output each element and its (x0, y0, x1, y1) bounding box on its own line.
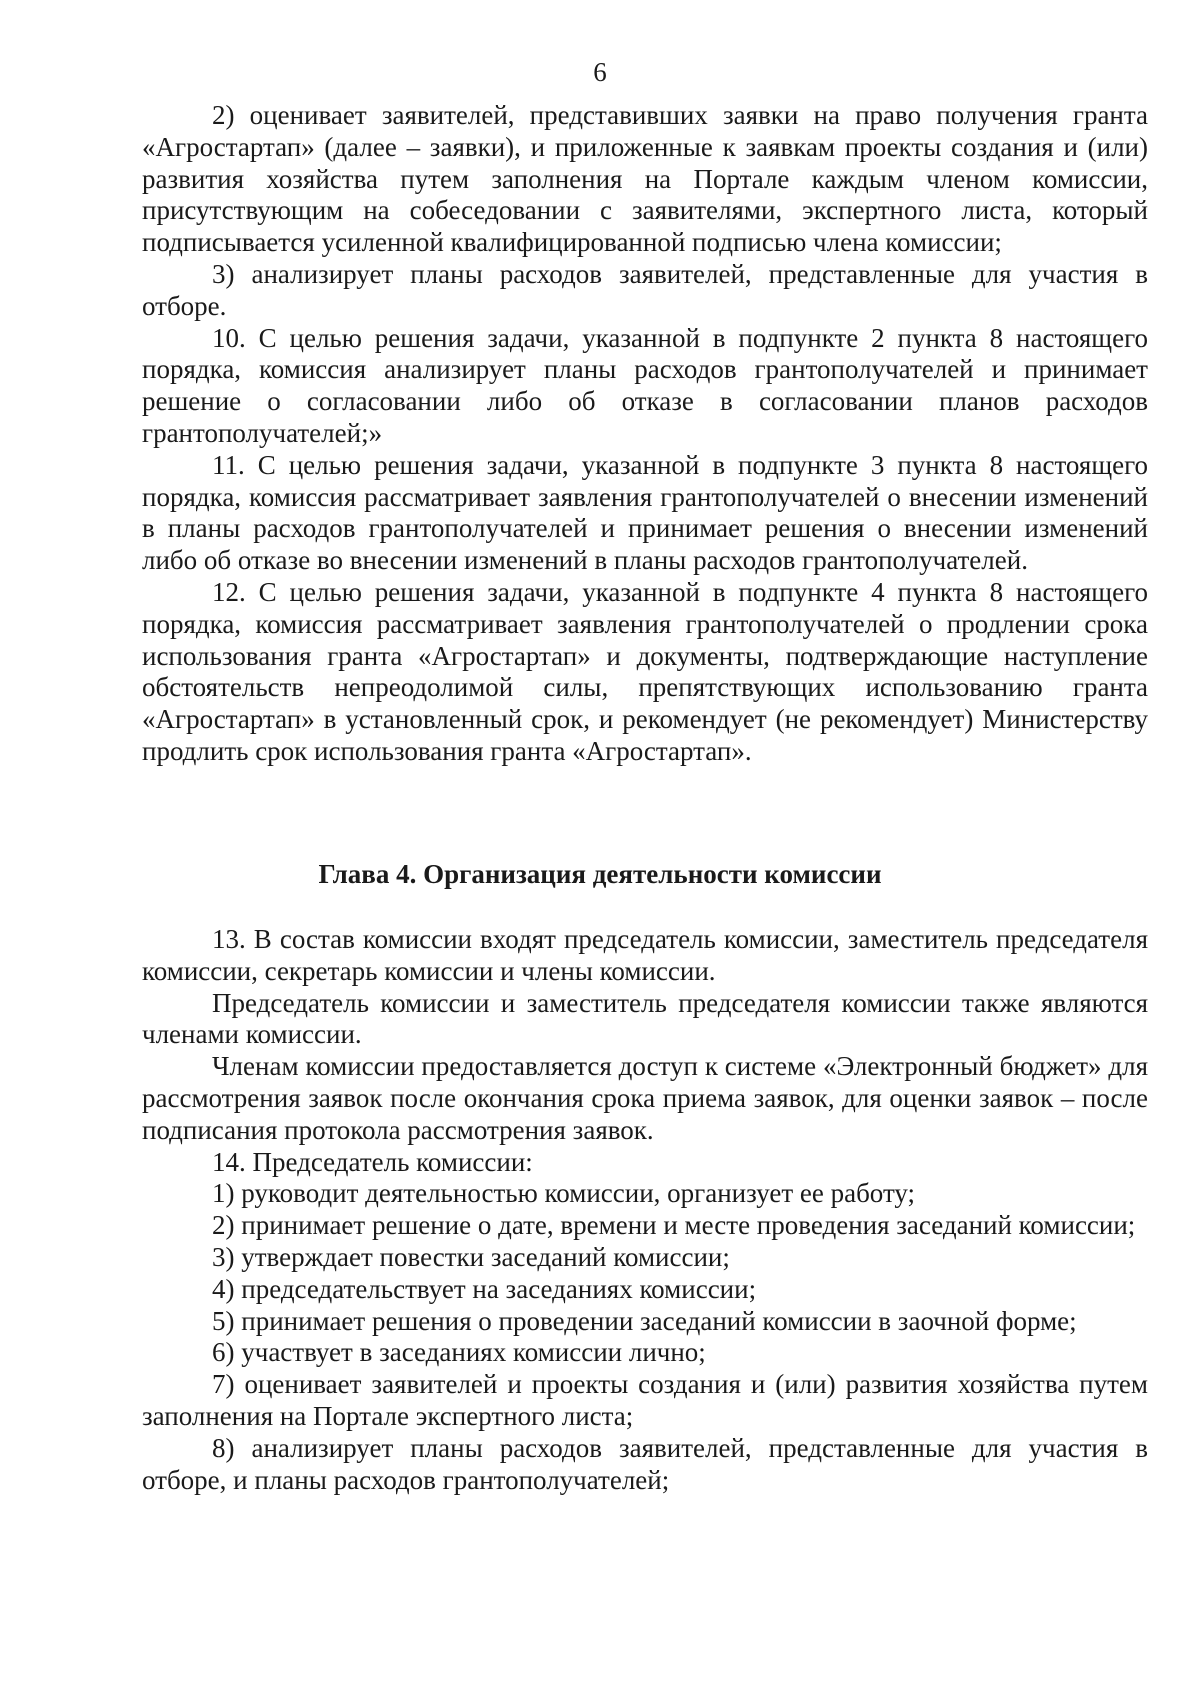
paragraph-clause-12: 12. С целью решения задачи, указанной в подпункте 4 пункта 8 настоящего порядка, комиссия рассматривает заявления грантополучателей о продлении срока использования гранта «Агростартап» и документы, подтверждающие наступление обстоятельств непреодолимой силы, препятствующих использованию гранта «Агростартап» в установленный срок, и рекомендует (не рекомендует) Министерству продлить срок использования гранта «Агростартап». (142, 576, 1148, 766)
paragraph-clause-14: 14. Председатель комиссии: (212, 1146, 533, 1177)
list-item-chair-duty-5: 5) принимает решения о проведении заседаний комиссии в заочной форме; (212, 1305, 1077, 1336)
paragraph-clause-10: 10. С целью решения задачи, указанной в подпункте 2 пункта 8 настоящего порядка, комиссия анализирует планы расходов грантополучателей и принимает решение о согласовании либо об отказе в согласовании планов расходов грантополучателей;» (142, 322, 1148, 448)
list-item-chair-duty-8: 8) анализирует планы расходов заявителей, представленные для участия в отборе, и планы расходов грантополучателей; (142, 1432, 1148, 1495)
page-number: 6 (593, 57, 607, 87)
paragraph-item-2-evaluation: 2) оценивает заявителей, представивших заявки на право получения гранта «Агростартап» (далее – заявки), и приложенные к заявкам проекты создания и (или) развития хозяйства путем заполнения на Портале каждым членом комиссии, присутствующим на собеседовании с заявителями, экспертного листа, который подписывается усиленной квалифицированной подписью члена комиссии; (142, 100, 1148, 258)
paragraph-chair-members: Председатель комиссии и заместитель председателя комиссии также являются членами комиссии. (142, 987, 1148, 1050)
body-text-bottom (142, 924, 1148, 1496)
paragraph-clause-13: 13. В состав комиссии входят председатель комиссии, заместитель председателя комиссии, секретарь комиссии и члены комиссии. (142, 924, 1148, 986)
list-item-chair-duty-4: 4) председательствует на заседаниях комиссии; (212, 1273, 757, 1304)
body-text-top (142, 100, 1148, 768)
list-item-chair-duty-7: 7) оценивает заявителей и проекты создания и (или) развития хозяйства путем заполнения на Портале экспертного листа; (142, 1369, 1148, 1431)
list-item-chair-duty-2: 2) принимает решение о дате, времени и месте проведения заседаний комиссии; (212, 1210, 1136, 1241)
paragraph-e-budget-access: Членам комиссии предоставляется доступ к системе «Электронный бюджет» для рассмотрения заявок после окончания срока приема заявок, для оценки заявок – после подписания протокола рассмотрения заявок. (142, 1051, 1148, 1145)
list-item-chair-duty-3: 3) утверждает повестки заседаний комиссии; (212, 1241, 730, 1272)
chapter-heading: Глава 4. Организация деятельности комиссии (318, 859, 882, 889)
paragraph-clause-11: 11. С целью решения задачи, указанной в подпункте 3 пункта 8 настоящего порядка, комиссия рассматривает заявления грантополучателей о внесении изменений в планы расходов грантополучателей и принимает решения о внесении изменений либо об отказе во внесении изменений в планы расходов грантополучателей. (142, 449, 1148, 576)
paragraph-item-3-expense-plans: 3) анализирует планы расходов заявителей, представленные для участия в отборе. (142, 258, 1148, 321)
list-item-chair-duty-1: 1) руководит деятельностью комиссии, организует ее работу; (212, 1178, 916, 1209)
list-item-chair-duty-6: 6) участвует в заседаниях комиссии лично; (212, 1337, 706, 1368)
